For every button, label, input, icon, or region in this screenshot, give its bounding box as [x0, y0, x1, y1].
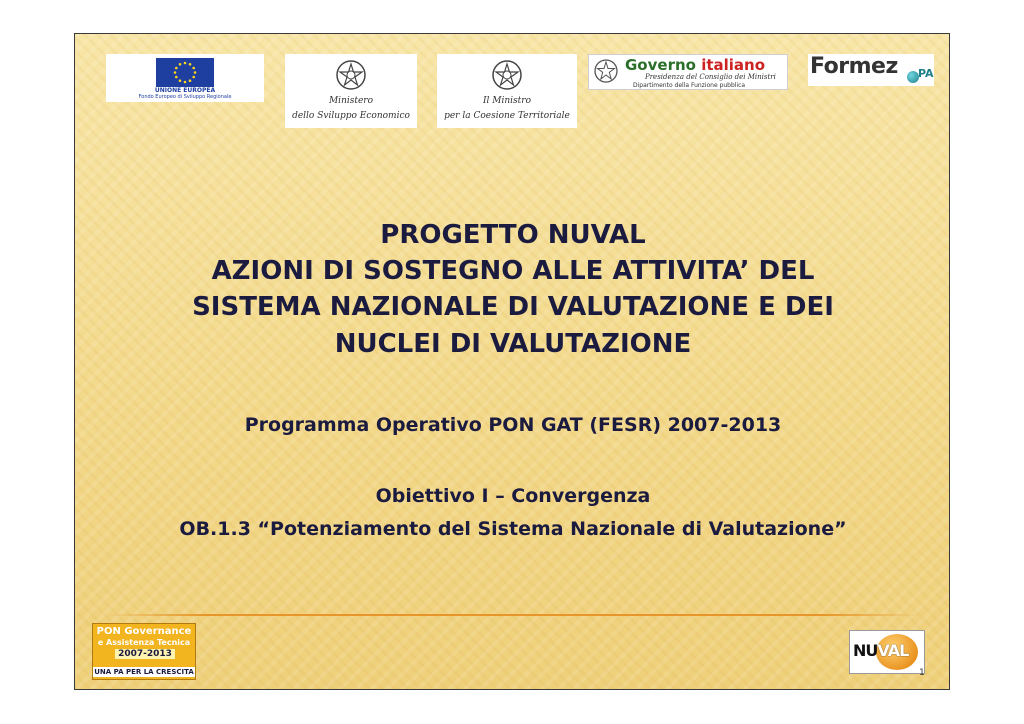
- eu-logo: [106, 54, 264, 102]
- formez-pa-logo: [808, 54, 934, 86]
- italian-emblem-icon: [593, 58, 619, 84]
- ministry-economic-development-logo: [285, 54, 417, 128]
- ministry1-line1: Ministero: [328, 96, 374, 106]
- nuval-wordmark: [853, 641, 908, 660]
- ob-text: OB.1.3 “Potenziamento del Sistema Nazionale di Valutazione”: [179, 518, 847, 540]
- governo-line2: Presidenza del Consiglio dei Ministri: [645, 73, 776, 81]
- objective-text: Obiettivo I – Convergenza: [375, 485, 651, 507]
- ministry-territorial-cohesion-logo: [437, 54, 577, 128]
- footer-divider: [105, 614, 921, 616]
- slide-heading-line1: AZIONI DI SOSTEGNO ALLE ATTIVITA’ DEL: [211, 256, 815, 286]
- governo-italiano-logo: [588, 54, 788, 90]
- pon-line1: PON Governance: [96, 626, 192, 637]
- nuval-logo: [849, 630, 925, 674]
- pon-line2: e Assistenza Tecnica: [97, 638, 191, 647]
- formez-pa-suffix: PA: [918, 67, 934, 80]
- slide-heading-line2: SISTEMA NAZIONALE DI VALUTAZIONE E DEI: [192, 292, 834, 322]
- eu-flag-icon: [156, 58, 214, 87]
- ministry1-line2: dello Sviluppo Economico: [292, 111, 410, 121]
- governo-italiano-wordmark: [625, 56, 765, 74]
- italian-emblem-icon: [334, 58, 368, 92]
- nuval-part1: NU: [853, 641, 878, 660]
- governo-line3: Dipartimento della Funzione pubblica: [633, 82, 746, 89]
- slide-heading-line3: NUCLEI DI VALUTAZIONE: [334, 329, 692, 359]
- eu-logo-line1: UNIONE EUROPEA: [154, 87, 216, 94]
- eu-logo-line2: Fondo Europeo di Sviluppo Regionale: [138, 94, 232, 100]
- italiano-word: italiano: [701, 56, 766, 74]
- slide-title: PROGETTO NUVAL: [380, 220, 646, 250]
- governo-word: Governo: [625, 56, 696, 74]
- nuval-part2: VAL: [877, 641, 909, 660]
- page-number: 1: [919, 668, 925, 678]
- ministry2-line2: per la Coesione Territoriale: [444, 111, 570, 121]
- pon-line4: UNA PA PER LA CRESCITA: [94, 668, 194, 676]
- pon-line3: 2007-2013: [115, 649, 175, 659]
- slide: [74, 33, 950, 690]
- pon-governance-logo: [92, 623, 196, 680]
- programme-text: Programma Operativo PON GAT (FESR) 2007-2013: [244, 414, 782, 436]
- formez-wordmark: Formez: [810, 54, 898, 79]
- ministry2-line1: Il Ministro: [482, 96, 532, 106]
- italian-emblem-icon: [490, 58, 524, 92]
